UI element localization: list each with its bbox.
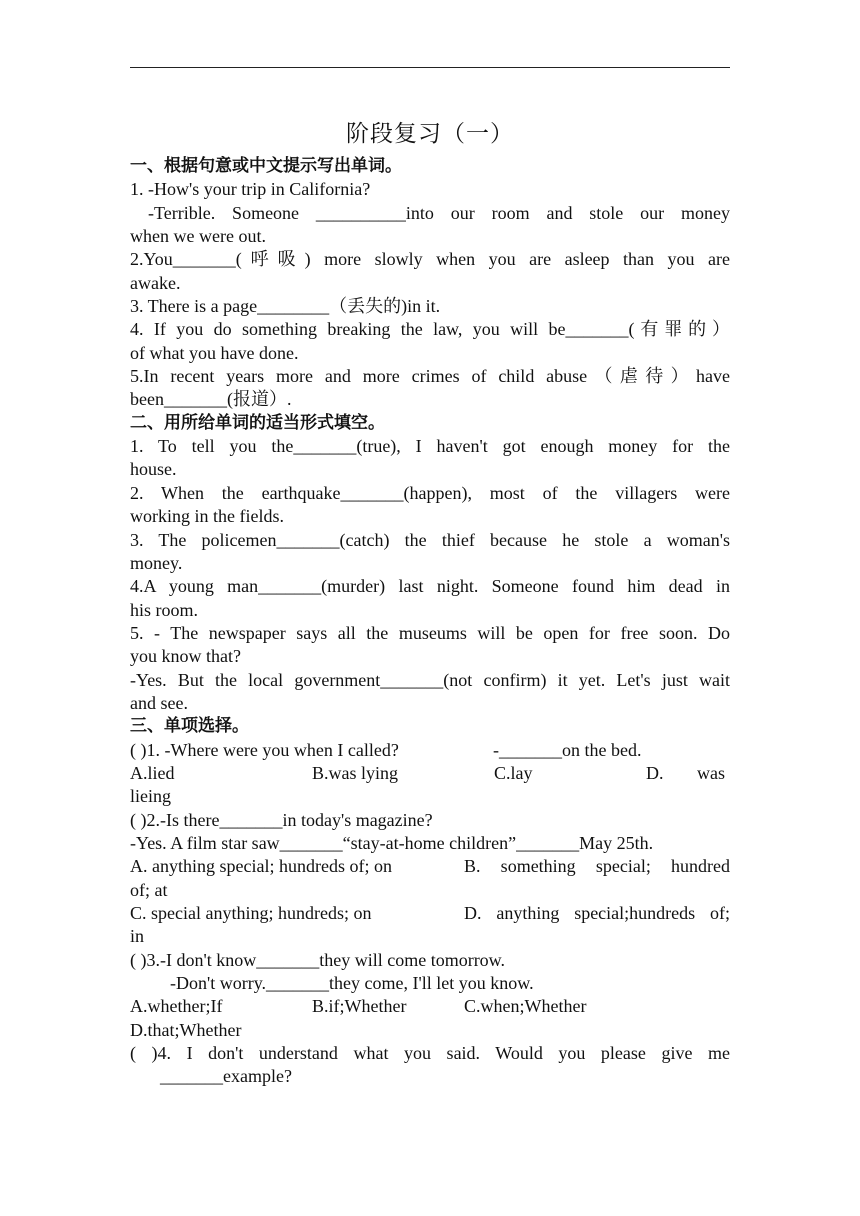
question-line: 1. To tell you the_______(true), I haven't got enough money for the [130,436,730,457]
option-b: B.if;Whether [312,996,407,1017]
page-title: 阶段复习（一） [346,121,514,147]
answer-options [130,855,730,878]
question-line: money. [130,552,183,573]
option-a: A. anything special; hundreds of; on [130,856,392,877]
section-heading: 三、单项选择。 [130,716,249,737]
answer-options [130,995,730,1018]
option-b: B.was lying [312,762,399,783]
section-heading: 二、用所给单词的适当形式填空。 [130,412,385,433]
option-a: A.whether;If [130,996,223,1017]
question-line: and see. [130,692,188,713]
question-line: 4. If you do something breaking the law, you will be_______(有罪的） [130,319,730,340]
question-line: when we were out. [130,226,266,247]
option-wrap: in [130,926,145,947]
header-rule [130,67,730,68]
option-d: D. anything special;hundreds of; [464,903,730,923]
question-line: working in the fields. [130,506,284,527]
answer-options [130,762,730,785]
question-line: house. [130,459,177,480]
answer-options [130,902,730,925]
question-line: 3. There is a page________（丢失的)in it. [130,296,441,317]
question-line: 4.A young man_______(murder) last night. Someone found him dead in [130,576,730,597]
question-line: been_______(报道）. [130,389,292,410]
question-line: -Yes. But the local government_______(not confirm) it yet. Let's just wait [130,669,730,690]
question-line: 5.In recent years more and more crimes of child abuse（虐待）have [130,366,730,387]
question-line: -Terrible. Someone __________into our room and stole our money [148,202,730,223]
question-line: his room. [130,599,199,620]
section-heading: 一、根据句意或中文提示写出单词。 [130,156,402,176]
option-d: was [697,762,725,783]
question-line: 1. -How's your trip in California? [130,179,371,200]
question-stem: ( )4. I don't understand what you said. Would you please give me [130,1043,730,1064]
question-line: of what you have done. [130,342,299,363]
question-line: _______example? [160,1066,292,1087]
option-d: D.that;Whether [130,1019,242,1040]
question-line: -Yes. A film star saw_______“stay-at-home children”_______May 25th. [130,832,654,853]
question-stem: ( )2.-Is there_______in today's magazine? [130,809,433,830]
option-c: C.when;Whether [464,996,587,1017]
option-d: D. [646,762,664,783]
option-c: C.lay [494,762,533,783]
question-line: 2. When the earthquake_______(happen), most of the villagers were [130,482,730,503]
option-c: C. special anything; hundreds; on [130,903,372,923]
question-line: 3. The policemen_______(catch) the thief because he stole a woman's [130,529,730,550]
option-wrap: of; at [130,879,168,900]
question-line: awake. [130,272,181,293]
option-b: B. something special; hundred [464,856,730,877]
question-line: 5. - The newspaper says all the museums will be open for free soon. Do [130,622,730,643]
question-line: -Don't worry._______they come, I'll let you know. [170,973,534,994]
option-a: A.lied [130,762,175,783]
question-stem: ( )1. -Where were you when I called? -_______on the bed. [130,739,642,760]
document-body [130,155,730,1089]
question-line: you know that? [130,646,241,667]
option-wrap: lieing [130,786,171,807]
question-stem: ( )3.-I don't know_______they will come tomorrow. [130,949,506,970]
question-line: 2.You_______(呼吸) more slowly when you are asleep than you are [130,249,730,270]
